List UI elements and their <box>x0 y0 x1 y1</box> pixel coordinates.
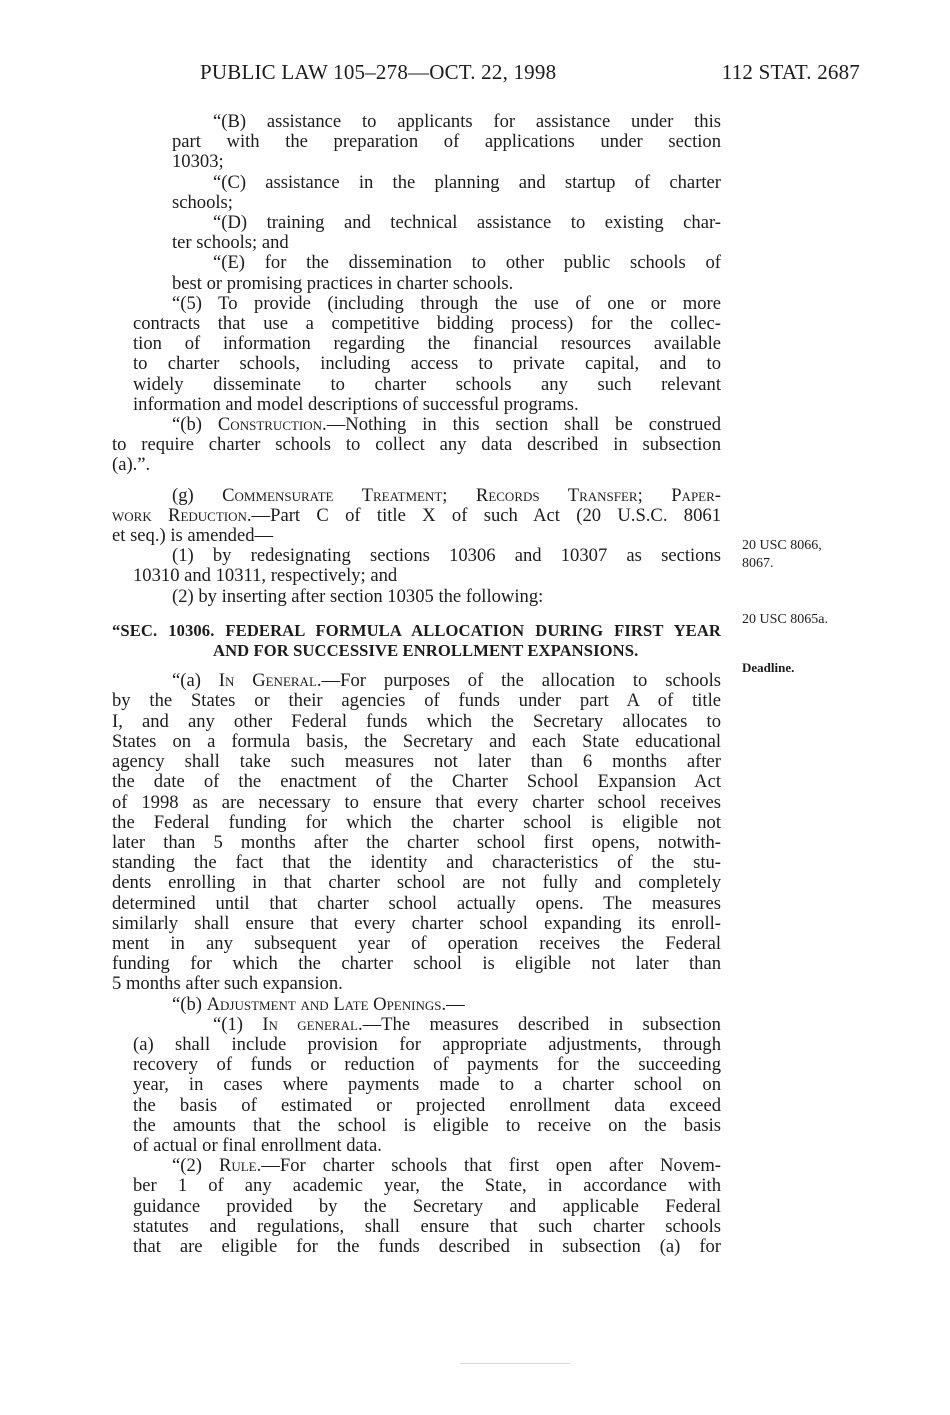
paragraph-b2 <box>172 1156 721 1176</box>
text-line: ter schools; and <box>172 232 289 254</box>
text-line: (a) shall include provision for appropriate adjustments, through <box>133 1033 721 1055</box>
text-line: information and model descriptions of successful programs. <box>133 393 579 415</box>
text-line: “(D) training and technical assistance to existing char- <box>213 212 721 234</box>
text-line: funding for which the charter school is eligible not later than <box>112 953 721 975</box>
paragraph-heading: In general <box>262 1013 358 1035</box>
text-line: contracts that use a competitive bidding process) for the collec- <box>133 313 721 335</box>
amendment-g-heading <box>172 486 721 506</box>
paragraph-b1 <box>213 1015 721 1035</box>
subsection-heading: Construction <box>217 414 323 436</box>
text-run: .—The measures described in subsection <box>357 1013 721 1035</box>
paragraph-prefix: “(1) <box>213 1013 263 1035</box>
text-line: 10310 and 10311, respectively; and <box>133 565 398 587</box>
text-line: that are eligible for the funds described in subsection (a) for <box>133 1235 721 1257</box>
subsection-construction <box>172 415 721 435</box>
margin-note-usc-8065a: 20 USC 8065a. <box>742 612 828 627</box>
text-run: .—Part C of title X of such Act (20 U.S.C. 8061 <box>246 504 721 526</box>
text-run: .—For purposes of the allocation to schools <box>316 670 721 692</box>
spacer <box>0 607 950 621</box>
text-line: standing the fact that the identity and characteristics of the stu- <box>112 852 721 874</box>
text-line: et seq.) is amended— <box>112 525 274 547</box>
text-line: to require charter schools to collect any data described in subsection <box>112 434 721 456</box>
paragraph-heading: Rule <box>218 1155 257 1177</box>
text-line: similarly shall ensure that every charter school expanding its enroll- <box>112 912 721 934</box>
margin-note-usc-8067: 8067. <box>742 556 774 571</box>
margin-note-deadline: Deadline. <box>742 660 795 675</box>
subsection-prefix: “(a) <box>172 670 219 692</box>
subsection-heading: In General <box>218 670 317 692</box>
amendment-g-line <box>112 506 721 526</box>
text-line: dents enrolling in that charter school are not fully and completely <box>112 872 721 894</box>
paragraph-prefix: “(2) <box>172 1155 219 1177</box>
text-line: (a).”. <box>112 454 151 476</box>
text-line: by the States or their agencies of funds under part A of title <box>112 690 721 712</box>
text-line: schools; <box>172 191 233 213</box>
subsection-prefix: “(b) <box>172 414 218 436</box>
text-line: “(5) To provide (including through the use of one or more <box>172 292 721 314</box>
text-line: to charter schools, including access to private capital, and to <box>133 353 721 375</box>
text-run: .—Nothing in this section shall be construed <box>322 414 721 436</box>
text-line: part with the preparation of applications under section <box>172 131 721 153</box>
text-line: determined until that charter school actually opens. The measures <box>112 892 721 914</box>
text-line: year, in cases where payments made to a charter school on <box>133 1074 721 1096</box>
section-heading: “SEC. 10306. FEDERAL FORMULA ALLOCATION DURING FIRST YEAR <box>112 620 721 640</box>
amendment-heading-cont: work Reduction <box>112 504 247 526</box>
subsection-prefix: “(b) <box>172 993 207 1015</box>
text-line: 10303; <box>172 151 224 173</box>
text-line: States on a formula basis, the Secretary and each State educational <box>112 730 721 752</box>
section-heading-cont: AND FOR SUCCESSIVE ENROLLMENT EXPANSIONS. <box>213 641 639 661</box>
text-line: later than 5 months after the charter school first opens, notwith- <box>112 831 721 853</box>
amendment-heading: Commensurate Treatment; Records Transfer; Paper- <box>222 484 721 506</box>
text-line: I, and any other Federal funds which the Secretary allocates to <box>112 710 721 732</box>
subsection-heading: Adjustment and Late Openings <box>206 993 442 1015</box>
text-line: “(C) assistance in the planning and startup of charter <box>213 171 721 193</box>
text-line: the basis of estimated or projected enrollment data exceed <box>133 1094 721 1116</box>
text-line: ment in any subsequent year of operation receives the Federal <box>112 932 721 954</box>
text-line: best or promising practices in charter schools. <box>172 272 514 294</box>
margin-note-usc-8066: 20 USC 8066, <box>742 538 822 553</box>
statute-body <box>0 112 950 1257</box>
text-line: 5 months after such expansion. <box>112 973 343 995</box>
text-line: of 1998 as are necessary to ensure that every charter school receives <box>112 791 721 813</box>
text-line: “(B) assistance to applicants for assistance under this <box>213 111 721 132</box>
header-public-law: PUBLIC LAW 105–278—OCT. 22, 1998 <box>200 60 557 84</box>
text-line: “(E) for the dissemination to other public schools of <box>213 252 721 274</box>
text-line: statutes and regulations, shall ensure that such charter schools <box>133 1215 721 1237</box>
header-stat-page: 112 STAT. 2687 <box>721 60 860 84</box>
text-run: .— <box>441 993 465 1015</box>
text-line: (1) by redesignating sections 10306 and 10307 as sections <box>172 545 721 567</box>
text-line: ber 1 of any academic year, the State, in accordance with <box>133 1175 721 1197</box>
text-line: (2) by inserting after section 10305 the following: <box>172 585 544 607</box>
text-line: tion of information regarding the financial resources available <box>133 333 721 355</box>
text-line: guidance provided by the Secretary and applicable Federal <box>133 1195 721 1217</box>
text-line: of actual or final enrollment data. <box>133 1134 382 1156</box>
text-line: the amounts that the school is eligible to receive on the basis <box>133 1114 721 1136</box>
running-header <box>200 60 860 90</box>
text-line: widely disseminate to charter schools any such relevant <box>133 373 721 395</box>
scan-artifact-line <box>460 1363 570 1364</box>
text-line: the Federal funding for which the charter school is eligible not <box>112 811 721 833</box>
amendment-prefix: (g) <box>172 484 223 506</box>
subsection-a <box>172 671 721 691</box>
text-line: agency shall take such measures not later than 6 months after <box>112 751 721 773</box>
text-line: the date of the enactment of the Charter School Expansion Act <box>112 771 721 793</box>
text-line: recovery of funds or reduction of payments for the succeeding <box>133 1054 721 1076</box>
subsection-b <box>172 995 721 1015</box>
text-run: .—For charter schools that first open after Novem- <box>256 1155 721 1177</box>
